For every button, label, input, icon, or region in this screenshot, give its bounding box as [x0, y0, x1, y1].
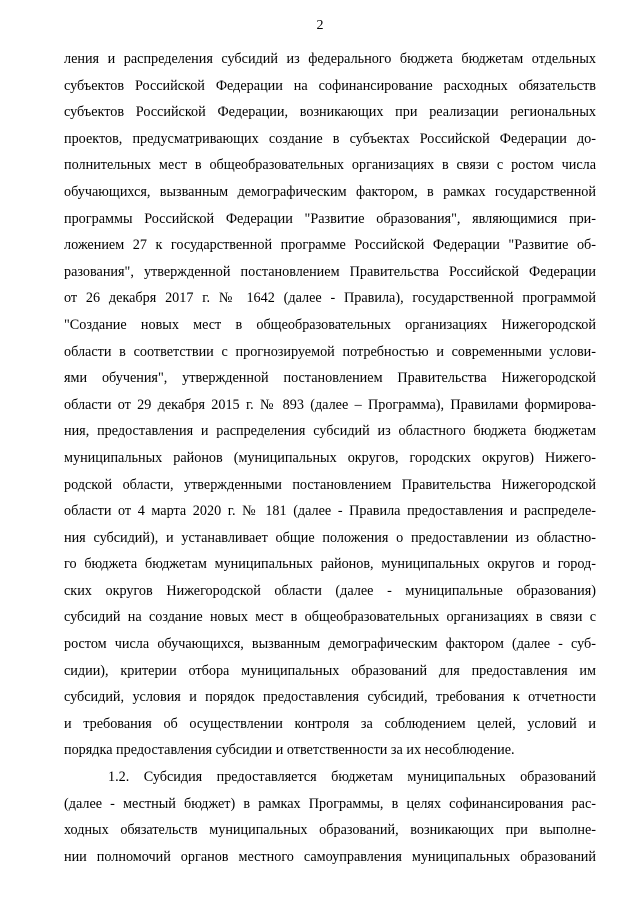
- text-line: нии полномочий органов местного самоуправления муниципальных образований: [64, 848, 596, 865]
- text-line: го бюджета бюджетам муниципальных районов, муниципальных округов и город-: [64, 556, 596, 573]
- text-line: порядка предоставления субсидии и ответственности за их несоблюдение.: [64, 742, 515, 759]
- text-line: 1.2. Субсидия предоставляется бюджетам муниципальных образований: [108, 769, 596, 786]
- text-line: субсидий на создание новых мест в общеобразовательных организациях в связи с: [64, 609, 596, 626]
- text-line: проектов, предусматривающих создание в субъектах Российской Федерации до-: [64, 130, 596, 147]
- text-line: субъектов Российской Федерации, возникающих при реализации региональных: [64, 104, 596, 121]
- text-line: муниципальных районов (муниципальных округов, городских округов) Нижего-: [64, 449, 596, 466]
- text-line: ложением 27 к государственной программе Российской Федерации "Развитие об-: [64, 237, 596, 254]
- text-line: субъектов Российской Федерации на софинансирование расходных обязательств: [64, 77, 596, 94]
- text-line: области от 29 декабря 2015 г. № 893 (далее – Программа), Правилами формирова-: [64, 396, 596, 413]
- text-line: и требования об осуществлении контроля за соблюдением целей, условий и: [64, 715, 596, 732]
- text-line: ями обучения", утвержденной постановлением Правительства Нижегородской: [64, 370, 596, 387]
- text-line: сидии), критерии отбора муниципальных образований для предоставления им: [64, 662, 596, 679]
- text-line: родской области, утвержденными постановлением Правительства Нижегородской: [64, 476, 596, 493]
- text-line: программы Российской Федерации "Развитие образования", являющимися при-: [64, 210, 596, 227]
- document-body: [64, 46, 596, 870]
- text-line: области в соответствии с прогнозируемой потребностью и современными услови-: [64, 343, 596, 360]
- text-line: разования", утвержденной постановлением Правительства Российской Федерации: [64, 263, 596, 280]
- text-line: от 26 декабря 2017 г. № 1642 (далее - Правила), государственной программой: [64, 290, 596, 307]
- text-line: обучающихся, вызванным демографическим фактором, в рамках государственной: [64, 183, 596, 200]
- text-line: ских округов Нижегородской области (далее - муниципальные образования): [64, 582, 596, 599]
- text-line: ления и распределения субсидий из федерального бюджета бюджетам отдельных: [64, 51, 596, 67]
- text-line: ния, предоставления и распределения субсидий из областного бюджета бюджетам: [64, 423, 596, 440]
- text-line: ростом числа обучающихся, вызванным демографическим фактором (далее - суб-: [64, 636, 596, 653]
- text-line: области от 4 марта 2020 г. № 181 (далее - Правила предоставления и распределе-: [64, 503, 596, 520]
- text-line: полнительных мест в общеобразовательных организациях в связи с ростом числа: [64, 157, 596, 174]
- text-line: (далее - местный бюджет) в рамках Программы, в целях софинансирования рас-: [64, 795, 596, 812]
- text-line: ния субсидий), и устанавливает общие положения о предоставлении из областно-: [64, 529, 596, 546]
- text-line: ходных обязательств муниципальных образований, возникающих при выполне-: [64, 822, 596, 839]
- text-line: субсидий, условия и порядок предоставления субсидий, требования к отчетности: [64, 689, 596, 706]
- text-line: "Создание новых мест в общеобразовательных организациях Нижегородской: [64, 316, 596, 333]
- page-number: 2: [316, 18, 324, 33]
